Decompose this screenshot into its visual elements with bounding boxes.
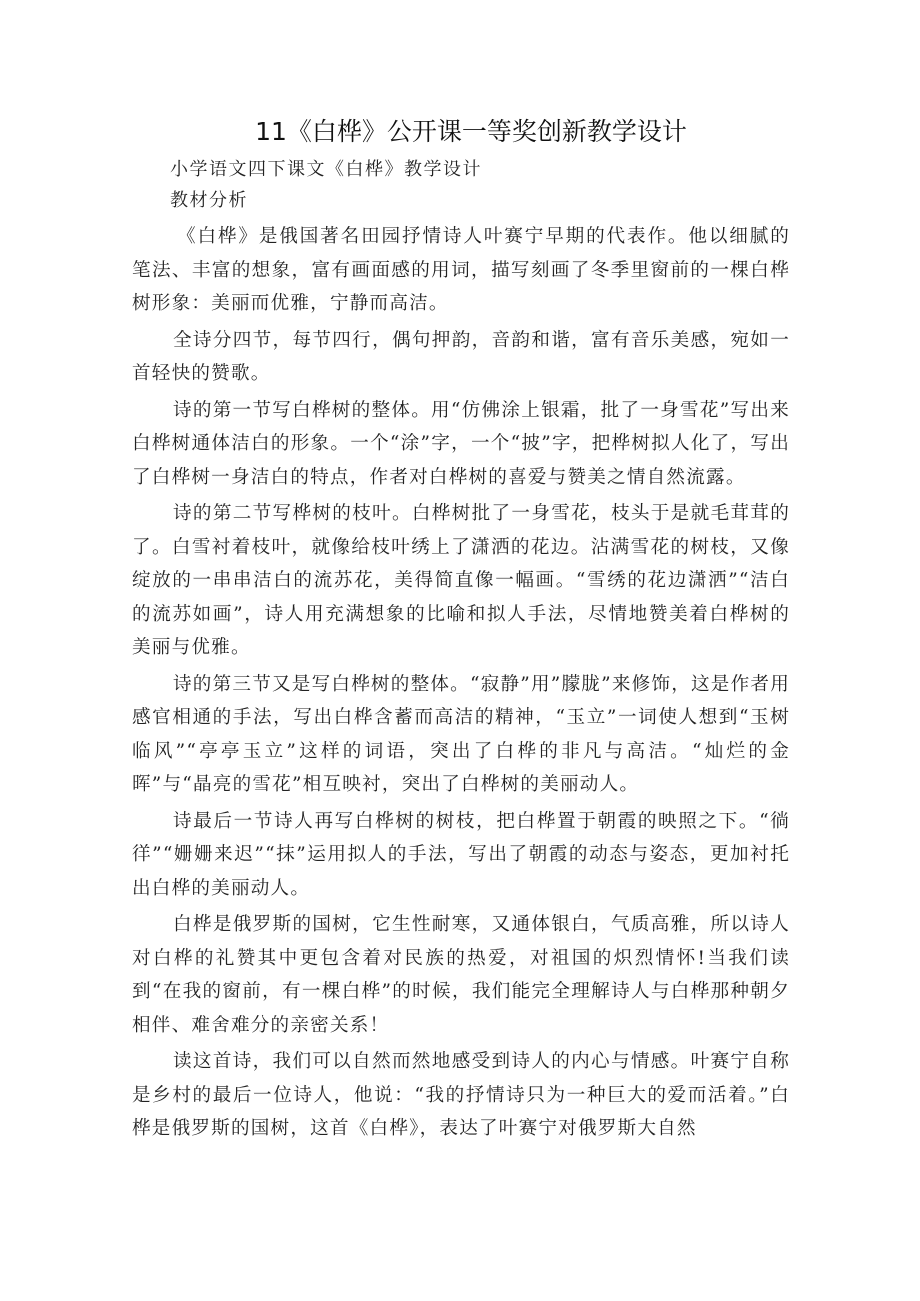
paragraph-stanza-4: 诗最后一节诗人再写白桦树的树枝，把白桦置于朝霞的映照之下。“徜徉”“姗姗来迟”“抹”运用拟人的手法，写出了朝霞的动态与姿态，更加衬托出白桦的美丽动人。 (132, 810, 790, 899)
document-page (132, 114, 790, 1146)
paragraph-intro: 《白桦》是俄国著名田园抒情诗人叶赛宁早期的代表作。他以细腻的笔法、丰富的想象，富有画面感的用词，描写刻画了冬季里窗前的一棵白桦树形象：美丽而优雅，宁静而高洁。 (132, 226, 790, 314)
paragraph-national-tree: 白桦是俄罗斯的国树，它生性耐寒，又通体银白，气质高雅，所以诗人对白桦的礼赞其中更包含着对民族的热爱，对祖国的炽烈情怀!当我们读到“在我的窗前，有一棵白桦”的时候，我们能完全理解诗人与白桦那种朝夕相伴、难舍难分的亲密关系！ (132, 914, 790, 1036)
document-title: 11《白桦》公开课一等奖创新教学设计 (255, 117, 687, 146)
paragraph-stanza-2: 诗的第二节写桦树的枝叶。白桦树批了一身雪花，枝头于是就毛茸茸的了。白雪衬着枝叶，就像给枝叶绣上了潇洒的花边。沾满雪花的树枝，又像绽放的一串串洁白的流苏花，美得简直像一幅画。“雪绣的花边潇洒”“洁白的流苏如画”，诗人用充满想象的比喻和拟人手法，尽情地赞美着白桦树的美丽与优雅。 (132, 503, 790, 658)
paragraph-reading-reflection: 读这首诗，我们可以自然而然地感受到诗人的内心与情感。叶赛宁自称是乡村的最后一位诗人，他说：“我的抒情诗只为一种巨大的爱而活着。”白桦是俄罗斯的国树，这首《白桦》，表达了叶赛宁对俄罗斯大自然 (132, 1051, 790, 1139)
paragraph-stanza-3: 诗的第三节又是写白桦树的整体。“寂静”用”朦胧”来修饰，这是作者用感官相通的手法，写出白桦含蓄而高洁的精神，“玉立”一词使人想到“玉树临风”“亭亭玉立”这样的词语，突出了白桦的非凡与高洁。“灿烂的金晖”与“晶亮的雪花”相互映衬，突出了白桦树的美丽动人。 (132, 673, 790, 795)
paragraph-stanza-1: 诗的第一节写白桦树的整体。用“仿佛涂上银霜，批了一身雪花”写出来白桦树通体洁白的形象。一个“涂”字，一个“披”字，把桦树拟人化了，写出了白桦树一身洁白的特点，作者对白桦树的喜爱与赞美之情自然流露。 (132, 399, 790, 488)
paragraph-structure: 全诗分四节，每节四行，偶句押韵，音韵和谐，富有音乐美感，宛如一首轻快的赞歌。 (132, 329, 790, 384)
document-subtitle: 小学语文四下课文《白桦》教学设计 (170, 159, 482, 180)
section-heading-textbook-analysis: 教材分析 (170, 190, 248, 211)
